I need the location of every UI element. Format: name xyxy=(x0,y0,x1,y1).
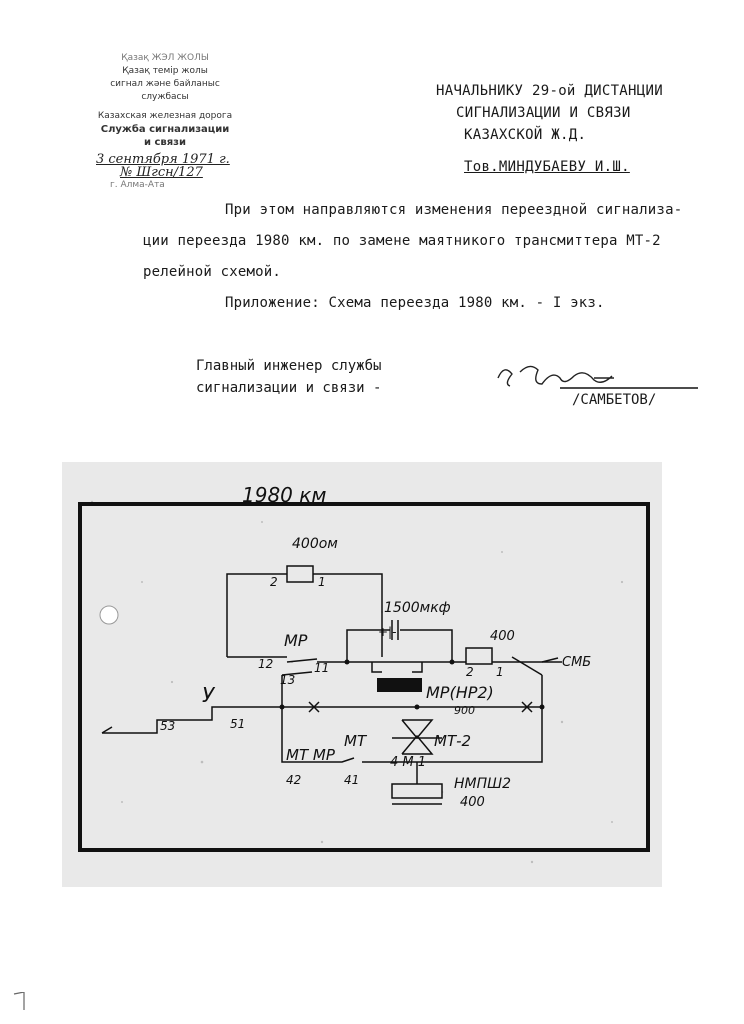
signatory-title-line: сигнализации и связи - xyxy=(196,380,382,396)
signatory-title-line: Главный инженер службы xyxy=(196,358,382,374)
addressee-block xyxy=(436,80,663,178)
attachment-line: Приложение: Схема переезда 1980 км. - I экз. xyxy=(225,295,605,311)
addressee-name: Тов.МИНДУБАЕВУ И.Ш. xyxy=(464,159,630,175)
organization-stamp xyxy=(90,52,240,192)
crossing-circuit-scheme xyxy=(62,462,662,887)
stamp-line: Казахская железная дорога xyxy=(97,111,233,121)
label-53: 53 xyxy=(160,719,176,733)
addressee-line: СИГНАЛИЗАЦИИ И СВЯЗИ xyxy=(456,105,631,121)
label-4m1: 4 М 1 xyxy=(390,755,427,770)
label-400-bottom: 400 xyxy=(460,795,485,810)
label-41: 41 xyxy=(344,773,360,787)
label-capacitor-polarity: +|- xyxy=(378,625,397,639)
relay-coil-mr xyxy=(377,678,422,692)
stamp-line: и связи xyxy=(144,137,186,148)
addressee-line: НАЧАЛЬНИКУ 29-ой ДИСТАНЦИИ xyxy=(436,83,663,99)
letter-body xyxy=(143,195,703,319)
label-nmpsh2: НМПШ2 xyxy=(454,776,512,792)
scheme-title: 1980 км xyxy=(242,483,327,507)
label-smb: СМБ xyxy=(562,655,592,670)
stamp-line: сигнал және байланыс xyxy=(110,79,220,89)
signatory-title xyxy=(196,355,381,399)
label-mr: МР xyxy=(284,631,308,650)
label-900: 900 xyxy=(454,704,475,717)
signer-name: /САМБЕТОВ/ xyxy=(572,392,657,408)
label-400: 400 xyxy=(490,629,515,644)
label-capacitor: 1500мкф xyxy=(384,600,451,616)
label-12: 12 xyxy=(258,657,274,671)
body-line: ции переезда 1980 км. по замене маятникого трансмиттера МТ-2 xyxy=(143,233,661,249)
corner-mark xyxy=(10,992,30,1012)
label-1-right: 1 xyxy=(496,665,504,679)
punch-hole xyxy=(100,606,118,624)
stamp-city: г. Алма-Ата xyxy=(110,180,165,190)
label-mt-mr: МТ МР xyxy=(286,746,335,764)
label-mt: МТ xyxy=(344,732,367,750)
addressee-line: КАЗАХСКОЙ Ж.Д. xyxy=(464,127,587,143)
label-mt2: МТ-2 xyxy=(434,732,472,750)
label-2-top: 2 xyxy=(270,575,278,589)
relay-coil-nmpsh2 xyxy=(392,784,442,798)
stamp-date: 3 сентября 1971 г. xyxy=(96,152,230,167)
label-mr-np2: МР(НР2) xyxy=(426,683,494,702)
scheme-background xyxy=(62,462,662,887)
body-line: При этом направляются изменения переездной сигнализа- xyxy=(225,202,683,218)
label-400om: 400ом xyxy=(292,536,338,552)
stamp-line: службасы xyxy=(141,92,189,102)
label-42: 42 xyxy=(286,773,302,787)
label-11: 11 xyxy=(314,661,330,675)
stamp-line: Служба сигнализации xyxy=(100,124,230,135)
stamp-line: Қазақ ЖЭЛ ЖОЛЫ xyxy=(121,53,209,63)
label-51: 51 xyxy=(230,717,246,731)
body-line: релейной схемой. xyxy=(143,264,282,280)
label-y: У xyxy=(202,683,215,707)
stamp-number: № Шгсн/127 xyxy=(120,165,203,180)
stamp-line: Қазақ темір жолы xyxy=(122,66,208,76)
label-2-right: 2 xyxy=(466,665,474,679)
label-13: 13 xyxy=(280,673,296,687)
label-1-top: 1 xyxy=(318,575,326,589)
